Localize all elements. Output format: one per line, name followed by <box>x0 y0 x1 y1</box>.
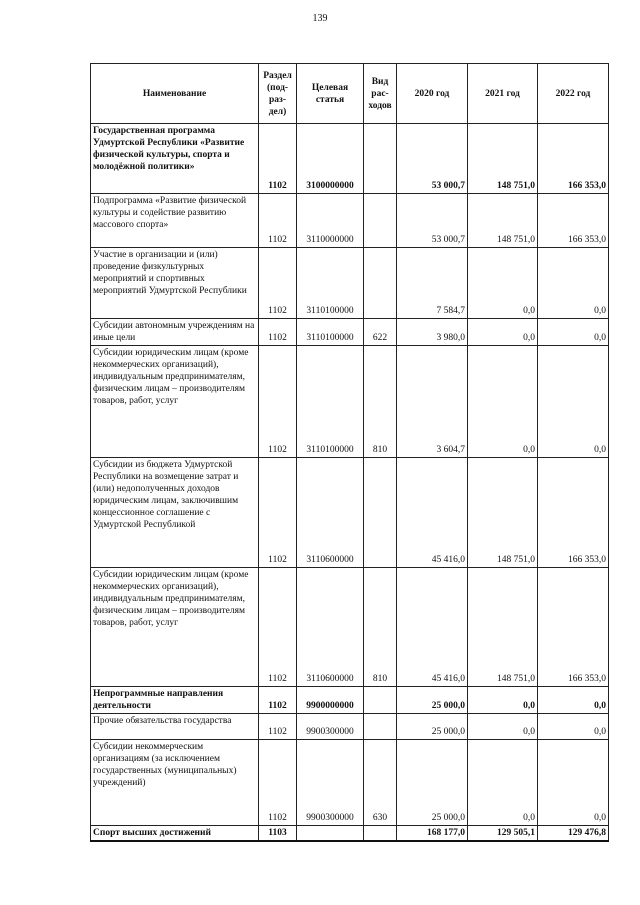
cell-y2020: 7 584,7 <box>397 248 468 319</box>
cell-y2022: 0,0 <box>538 714 609 740</box>
cell-y2022: 0,0 <box>538 248 609 319</box>
cell-y2020: 53 000,7 <box>397 194 468 248</box>
cell-kind: 622 <box>364 319 397 346</box>
cell-name: Субсидии юридическим лицам (кроме некоммерческих организаций), индивидуальным предпринимателям, физическим лицам – производителям товаров, работ, услуг <box>91 568 259 687</box>
cell-kind <box>364 458 397 568</box>
cell-y2020: 25 000,0 <box>397 687 468 714</box>
page-number: 139 <box>312 13 328 24</box>
header-section: Раздел (под-раз-дел) <box>259 64 297 124</box>
cell-target: 3100000000 <box>297 124 364 194</box>
cell-section: 1102 <box>259 346 297 458</box>
cell-kind <box>364 248 397 319</box>
cell-y2021: 148 751,0 <box>468 124 538 194</box>
header-2021: 2021 год <box>468 64 538 124</box>
cell-y2021: 0,0 <box>468 714 538 740</box>
table-row <box>91 319 609 346</box>
cell-name: Государственная программа Удмуртской Республики «Развитие физической культуры, спорта и молодёжной политики» <box>91 124 259 194</box>
header-2020: 2020 год <box>397 64 468 124</box>
cell-y2022: 0,0 <box>538 319 609 346</box>
cell-kind <box>364 124 397 194</box>
table-row <box>91 740 609 826</box>
cell-y2021: 148 751,0 <box>468 458 538 568</box>
cell-kind: 810 <box>364 568 397 687</box>
cell-section: 1102 <box>259 687 297 714</box>
cell-section: 1102 <box>259 124 297 194</box>
cell-y2022: 129 476,8 <box>538 826 609 842</box>
table-row <box>91 458 609 568</box>
cell-section: 1103 <box>259 826 297 842</box>
cell-name: Подпрограмма «Развитие физической культуры и содействие развитию массового спорта» <box>91 194 259 248</box>
cell-kind <box>364 687 397 714</box>
cell-section: 1102 <box>259 194 297 248</box>
cell-section: 1102 <box>259 568 297 687</box>
cell-name: Субсидии юридическим лицам (кроме некоммерческих организаций), индивидуальным предпринимателям, физическим лицам – производителям товаров, работ, услуг <box>91 346 259 458</box>
cell-y2021: 0,0 <box>468 319 538 346</box>
cell-target: 3110600000 <box>297 568 364 687</box>
cell-y2021: 148 751,0 <box>468 568 538 687</box>
cell-name: Субсидии из бюджета Удмуртской Республики на возмещение затрат и (или) недополученных доходов юридическим лицам, заключившим концессионное соглашение с Удмуртской Республикой <box>91 458 259 568</box>
cell-target: 9900300000 <box>297 740 364 826</box>
cell-y2021: 148 751,0 <box>468 194 538 248</box>
cell-name: Спорт высших достижений <box>91 826 259 842</box>
cell-section: 1102 <box>259 458 297 568</box>
cell-target <box>297 826 364 842</box>
header-kind: Вид рас-ходов <box>364 64 397 124</box>
cell-kind <box>364 826 397 842</box>
table-row <box>91 194 609 248</box>
cell-y2022: 0,0 <box>538 346 609 458</box>
budget-table <box>90 63 609 842</box>
cell-name: Непрограммные направления деятельности <box>91 687 259 714</box>
cell-y2020: 45 416,0 <box>397 568 468 687</box>
header-2022: 2022 год <box>538 64 609 124</box>
cell-kind: 630 <box>364 740 397 826</box>
cell-y2022: 0,0 <box>538 687 609 714</box>
cell-y2020: 53 000,7 <box>397 124 468 194</box>
cell-y2020: 25 000,0 <box>397 714 468 740</box>
cell-section: 1102 <box>259 248 297 319</box>
table-row <box>91 687 609 714</box>
cell-section: 1102 <box>259 714 297 740</box>
cell-name: Субсидии автономным учреждениям на иные цели <box>91 319 259 346</box>
cell-y2022: 166 353,0 <box>538 124 609 194</box>
cell-target: 9900000000 <box>297 687 364 714</box>
cell-y2020: 3 980,0 <box>397 319 468 346</box>
cell-section: 1102 <box>259 319 297 346</box>
cell-kind <box>364 714 397 740</box>
cell-target: 3110600000 <box>297 458 364 568</box>
cell-target: 3110100000 <box>297 346 364 458</box>
table-row <box>91 248 609 319</box>
cell-y2022: 166 353,0 <box>538 194 609 248</box>
table-row <box>91 568 609 687</box>
cell-target: 3110000000 <box>297 194 364 248</box>
cell-name: Прочие обязательства государства <box>91 714 259 740</box>
table-row <box>91 714 609 740</box>
cell-y2020: 45 416,0 <box>397 458 468 568</box>
cell-section: 1102 <box>259 740 297 826</box>
table-row <box>91 826 609 842</box>
cell-name: Участие в организации и (или) проведение физкультурных мероприятий и спортивных мероприятий Удмуртской Республики <box>91 248 259 319</box>
cell-name: Субсидии некоммерческим организациям (за исключением государственных (муниципальных) учреждений) <box>91 740 259 826</box>
cell-kind: 810 <box>364 346 397 458</box>
cell-target: 3110100000 <box>297 319 364 346</box>
cell-y2021: 129 505,1 <box>468 826 538 842</box>
cell-y2021: 0,0 <box>468 346 538 458</box>
cell-y2021: 0,0 <box>468 248 538 319</box>
cell-y2020: 168 177,0 <box>397 826 468 842</box>
cell-kind <box>364 194 397 248</box>
cell-y2022: 166 353,0 <box>538 458 609 568</box>
cell-y2022: 166 353,0 <box>538 568 609 687</box>
cell-y2020: 3 604,7 <box>397 346 468 458</box>
cell-y2022: 0,0 <box>538 740 609 826</box>
cell-target: 9900300000 <box>297 714 364 740</box>
header-name: Наименование <box>91 64 259 124</box>
cell-y2021: 0,0 <box>468 687 538 714</box>
cell-y2021: 0,0 <box>468 740 538 826</box>
header-target: Целевая статья <box>297 64 364 124</box>
table-row <box>91 346 609 458</box>
cell-target: 3110100000 <box>297 248 364 319</box>
cell-y2020: 25 000,0 <box>397 740 468 826</box>
table-row <box>91 124 609 194</box>
table-header-row <box>91 64 609 124</box>
